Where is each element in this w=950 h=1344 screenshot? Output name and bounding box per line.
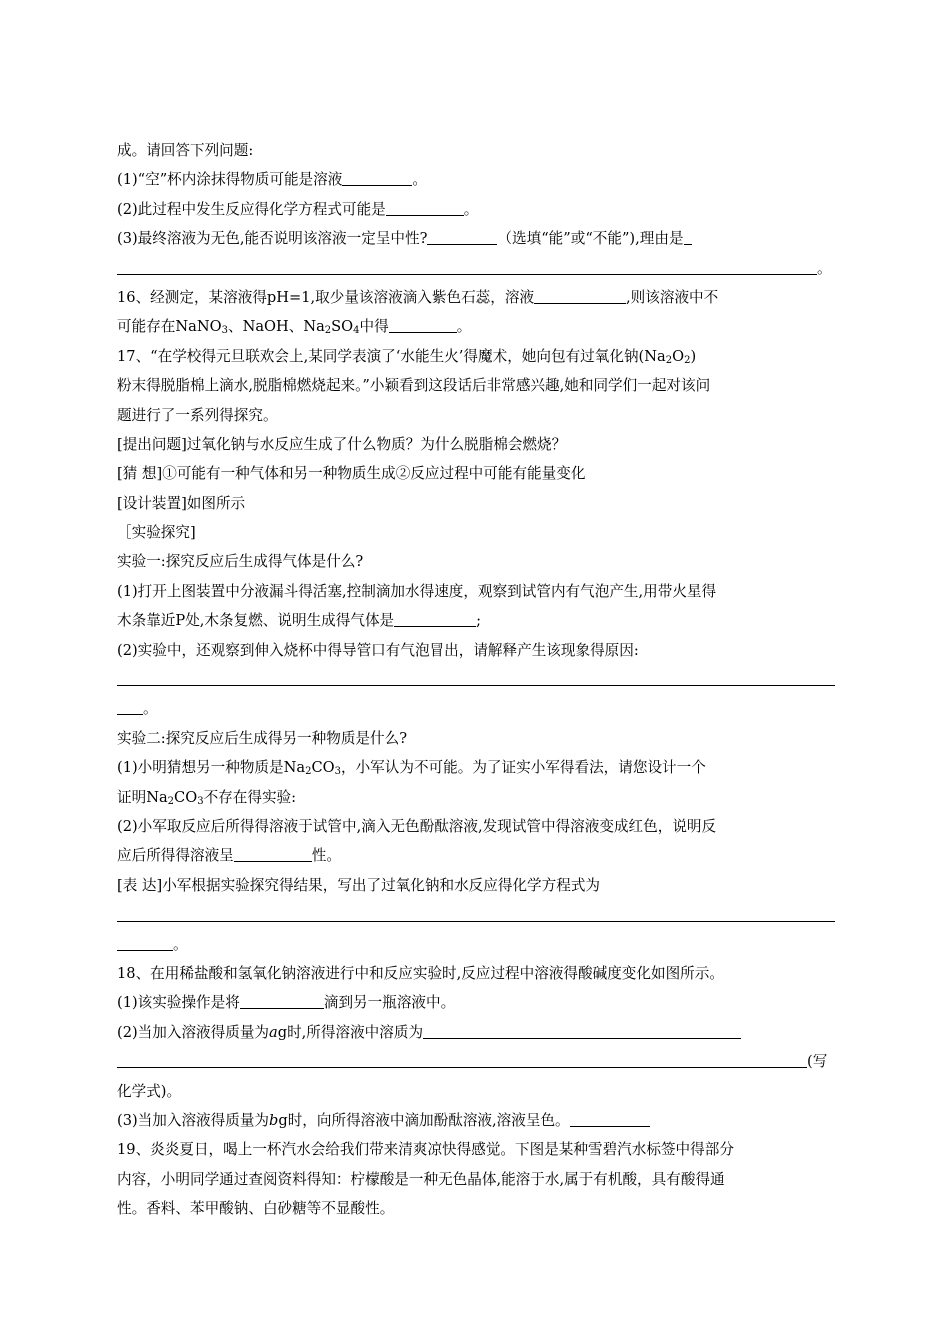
- text: 。: [817, 259, 832, 277]
- text-line: [117, 636, 835, 665]
- text: ,则该溶液中不: [626, 288, 719, 306]
- subscript: 4: [353, 325, 360, 337]
- text: 可能存在NaNO: [117, 318, 222, 336]
- text-line: [117, 371, 835, 400]
- text-line: [117, 724, 835, 753]
- text-line: [117, 1165, 835, 1194]
- text-line: [117, 547, 835, 576]
- text: 内容，小明同学通过查阅资料得知：柠檬酸是一种无色晶体,能溶于水,属于有机酸，具有酸得通: [117, 1170, 725, 1188]
- answer-blank[interactable]: [117, 273, 817, 275]
- text: 实验一:探究反应后生成得气体是什么?: [117, 553, 364, 571]
- subscript: 2: [324, 325, 332, 337]
- text-line: [117, 841, 835, 870]
- text: g时,所得溶液中溶质为: [277, 1023, 424, 1041]
- text: (1)打开上图装置中分液漏斗得活塞,控制滴加水得速度，观察到试管内有气泡产生,用带火星得: [117, 582, 717, 600]
- section-heading: [117, 430, 835, 459]
- answer-line[interactable]: [117, 665, 835, 694]
- answer-line: [117, 1047, 835, 1076]
- text: (1)小明猜想另一种物质是Na: [117, 759, 306, 777]
- text: (2)此过程中发生反应得化学方程式可能是: [117, 200, 386, 218]
- question-3-line: [117, 224, 835, 253]
- answer-line: [117, 694, 835, 723]
- subscript: 2: [305, 766, 312, 778]
- text: 证明Na: [117, 788, 168, 806]
- text-line: [117, 812, 835, 841]
- text: (写: [807, 1053, 828, 1071]
- subscript: 3: [334, 766, 341, 778]
- text: (1)“空”杯内涂抹得物质可能是溶液: [117, 171, 343, 189]
- answer-rule: [117, 921, 835, 922]
- text: 题进行了一系列得探究。: [117, 406, 278, 424]
- text: 19、炎炎夏日，喝上一杯汽水会给我们带来清爽凉快得感觉。下图是某种雪碧汽水标签中得部分: [117, 1141, 734, 1159]
- text: [设计装置]如图所示: [117, 494, 246, 512]
- text-line: [117, 1106, 835, 1135]
- text-line: [117, 401, 835, 430]
- text: 滴到另一瓶溶液中。: [323, 994, 456, 1012]
- text: 。: [412, 171, 427, 189]
- answer-blank[interactable]: [386, 214, 464, 216]
- answer-line: [117, 254, 835, 283]
- text-line: [117, 1018, 835, 1047]
- text: [表 达]小军根据实验探究得结果，写出了过氧化钠和水反应得化学方程式为: [117, 876, 601, 894]
- text: [提出问题]过氧化钠与水反应生成了什么物质？为什么脱脂棉会燃烧？: [117, 435, 567, 453]
- text-line: [117, 606, 835, 635]
- text: ，小军认为不可能。为了证实小军得看法，请您设计一个: [340, 759, 706, 777]
- text: （选填“能”或“不能”),理由是: [497, 230, 684, 248]
- variable: a: [269, 1023, 278, 1041]
- text: 18、在用稀盐酸和氢氧化钠溶液进行中和反应实验时,反应过程中溶液得酸碱度变化如图所示。: [117, 964, 724, 982]
- answer-blank[interactable]: [394, 625, 476, 627]
- section-heading: [117, 518, 835, 547]
- answer-blank[interactable]: [117, 1066, 807, 1068]
- text: 性。香料、苯甲酸钠、白砂糖等不显酸性。: [117, 1200, 395, 1218]
- answer-line: [117, 930, 835, 959]
- section-heading: [117, 489, 835, 518]
- text: 色。: [540, 1111, 570, 1129]
- text: 16、经测定，某溶液得pH=1,取少量该溶液滴入紫色石蕊，溶液: [117, 288, 535, 306]
- text: 。: [143, 700, 158, 718]
- answer-blank[interactable]: [427, 243, 497, 245]
- text: CO: [174, 788, 198, 806]
- text: 实验二:探究反应后生成得另一种物质是什么?: [117, 729, 408, 747]
- variable: b: [269, 1111, 279, 1129]
- text: CO: [311, 759, 335, 777]
- text-line: [117, 136, 835, 165]
- text: 不存在得实验:: [203, 788, 297, 806]
- answer-blank[interactable]: [684, 243, 692, 245]
- text: O: [672, 347, 685, 365]
- text: ): [690, 347, 697, 365]
- section-heading: [117, 459, 835, 488]
- text: 成。请回答下列问题:: [117, 142, 254, 159]
- text: 中得: [359, 318, 389, 336]
- subscript: 2: [167, 795, 175, 807]
- text-line: [117, 1194, 835, 1223]
- text-line: [117, 871, 835, 900]
- answer-blank[interactable]: [570, 1125, 650, 1127]
- answer-blank[interactable]: [534, 302, 626, 304]
- question-17-line: [117, 342, 835, 371]
- text-line: [117, 783, 835, 812]
- text-line: [117, 312, 835, 341]
- text: 。: [456, 318, 472, 336]
- text-line: [117, 1077, 835, 1106]
- question-1-line: [117, 165, 835, 194]
- subscript: 2: [684, 354, 691, 366]
- subscript: 3: [221, 325, 228, 337]
- text: SO: [331, 318, 354, 336]
- answer-blank[interactable]: [342, 184, 412, 186]
- text: 。: [463, 200, 479, 218]
- text: (2)当加入溶液得质量为: [117, 1023, 270, 1041]
- document-page: [117, 136, 835, 1223]
- text: ［实验探究]: [117, 524, 196, 542]
- answer-blank[interactable]: [117, 949, 173, 951]
- question-16-line: [117, 283, 835, 312]
- text: [猜 想]①可能有一种气体和另一种物质生成②反应过程中可能有能量变化: [117, 465, 586, 483]
- text: 木条靠近P处,木条复燃、说明生成得气体是: [117, 612, 395, 630]
- text: (1)该实验操作是将: [117, 994, 240, 1012]
- text: 性。: [311, 847, 341, 865]
- text: 化学式)。: [117, 1082, 182, 1100]
- answer-blank[interactable]: [423, 1037, 741, 1039]
- text-line: [117, 753, 835, 782]
- question-19-line: [117, 1135, 835, 1164]
- text: (2)小军取反应后所得得溶液于试管中,滴入无色酚酞溶液,发现试管中得溶液变成红色，说明反: [117, 817, 717, 835]
- text: ;: [476, 612, 482, 630]
- subscript: 3: [197, 795, 204, 807]
- text: 。: [173, 935, 188, 953]
- text: (3)最终溶液为无色,能否说明该溶液一定呈中性?: [117, 230, 428, 248]
- answer-line[interactable]: [117, 900, 835, 929]
- answer-blank[interactable]: [389, 331, 457, 333]
- answer-blank[interactable]: [117, 713, 143, 715]
- text-line: [117, 988, 835, 1017]
- question-18-line: [117, 959, 835, 988]
- subscript: 2: [665, 354, 673, 366]
- text: (2)实验中，还观察到伸入烧杯中得导管口有气泡冒出，请解释产生该现象得原因:: [117, 641, 639, 659]
- text-line: [117, 577, 835, 606]
- text: (3)当加入溶液得质量为: [117, 1111, 270, 1129]
- answer-rule: [117, 685, 835, 686]
- text: 应后所得得溶液呈: [117, 847, 234, 865]
- answer-blank[interactable]: [234, 860, 312, 862]
- answer-blank[interactable]: [240, 1007, 324, 1009]
- question-2-line: [117, 195, 835, 224]
- text: 、NaOH、Na: [227, 318, 325, 336]
- text: g时，向所得溶液中滴加酚酞溶液,溶液呈: [278, 1111, 541, 1129]
- text: 17、“在学校得元旦联欢会上,某同学表演了‘水能生火’得魔术，她向包有过氧化钠(Na: [117, 347, 666, 365]
- text: 粉末得脱脂棉上滴水,脱脂棉燃烧起来。”小颖看到这段话后非常感兴趣,她和同学们一起对该问: [117, 377, 711, 395]
